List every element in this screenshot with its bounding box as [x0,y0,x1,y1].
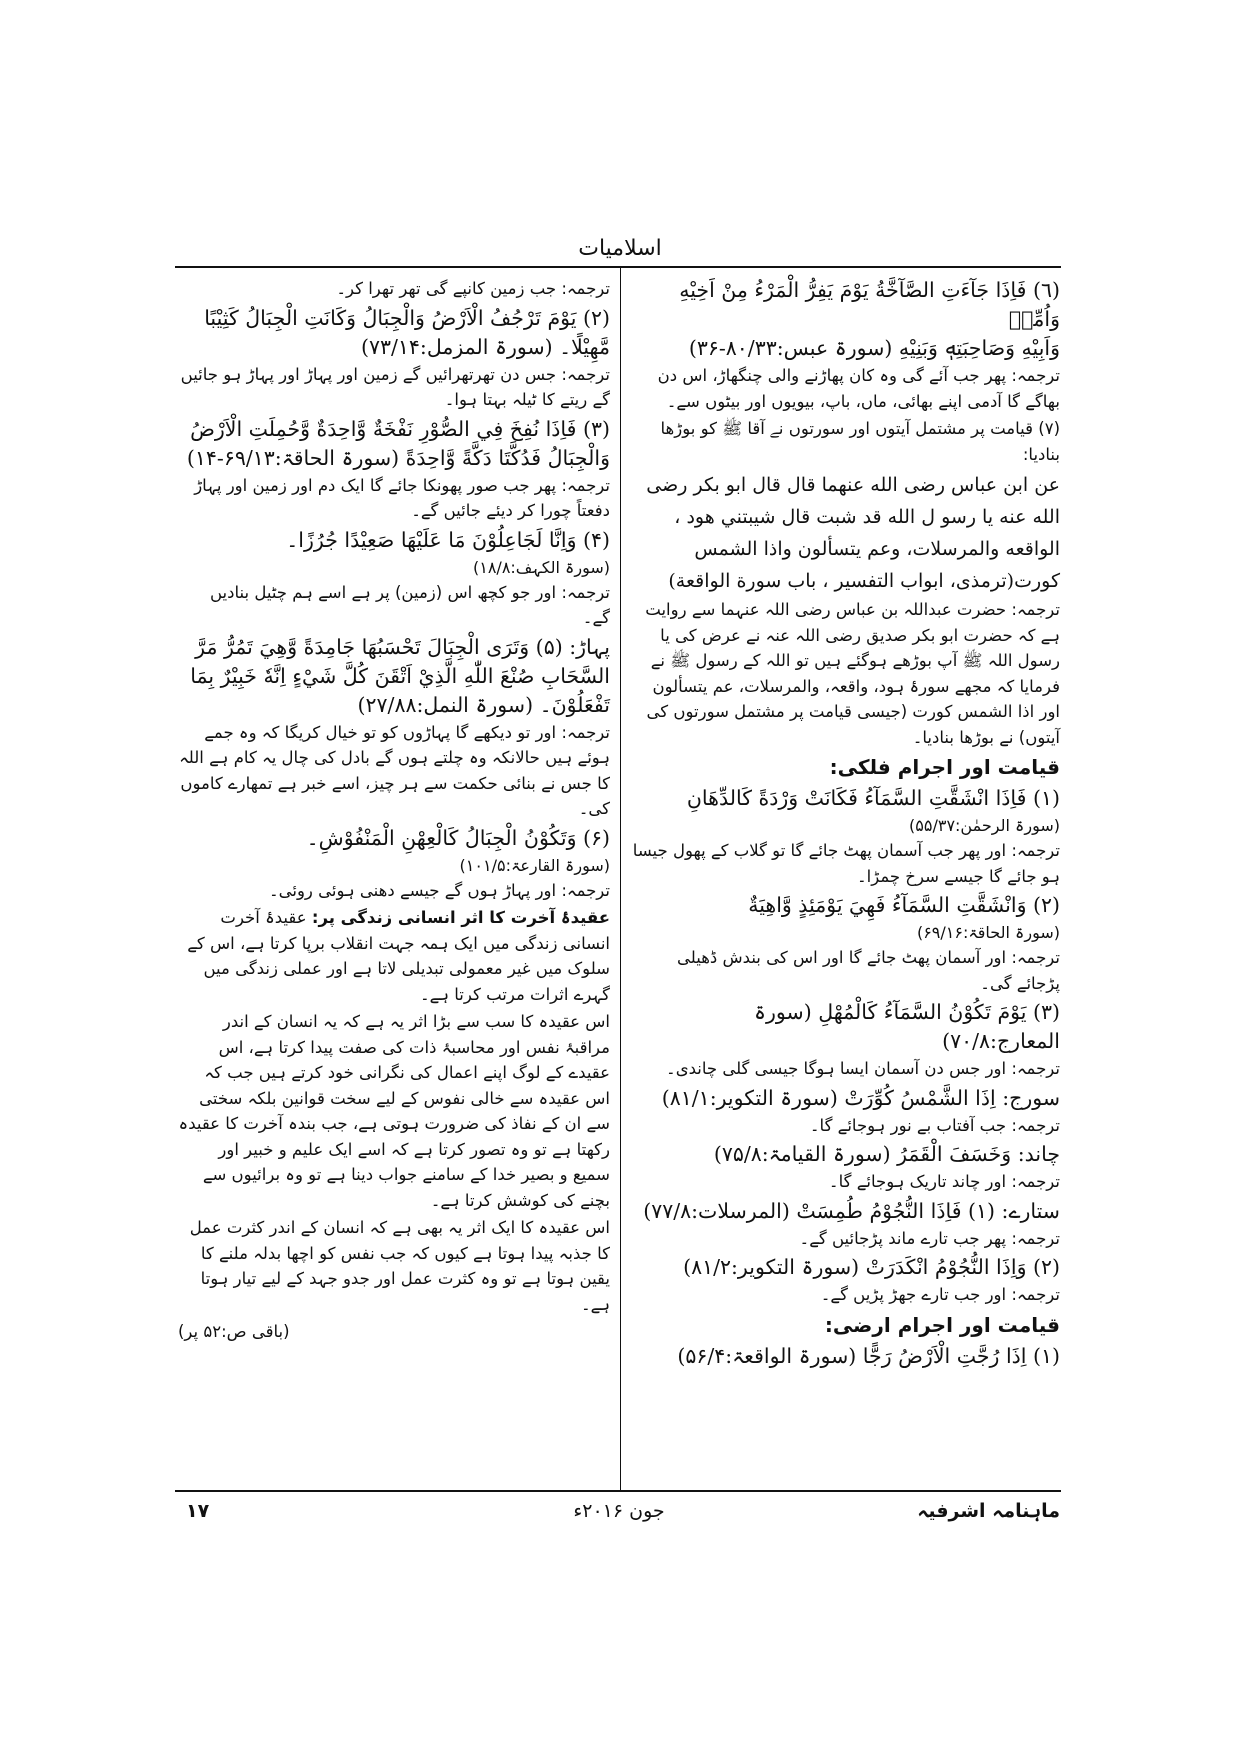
quran-verse: (۳) فَاِذَا نُفِخَ فِي الصُّوْرِ نَفْخَةٌ وَّاحِدَةٌ وَّحُمِلَتِ الْاَرْضُ وَالْجِبَالُ فَدُكَّتَا دَكَّةً وَّاحِدَةً (سورۃ الحاقۃ:۶۹/۱۳-۱۴) [186,416,610,470]
quran-verse: وَاَبِيْهِ وَصَاحِبَتِهٖ وَبَنِيْهِ (سورۃ عبس:۸۰/۳۳-۳۶) [688,336,1060,360]
translation-paragraph: ترجمہ: اور جس دن آسمان ایسا ہوگا جیسی گلی چاندی۔ [666,1059,1060,1078]
hadith-text: عن ابن عباس رضی الله عنهما قال قال ابو بكر رضی الله عنه يا رسو ل الله قد شبت قال شيبتني هود ، الواقعه والمرسلات، وعم يتسألون واذا الشمس كورت(ترمذی، ابواب التفسير ، باب سورة الواقعة) [646,474,1060,592]
translation-paragraph: ترجمہ: پھر جب تارے ماند پڑجائیں گے۔ [799,1228,1060,1248]
translation-paragraph: ترجمہ: اور جو کچھ اس (زمین) پر ہے اسے ہم چٹیل بنادیں گے۔ [210,582,610,627]
quran-verse: (۳) يَوْمَ تَكُوْنُ السَّمَآءُ كَالْمُهْلِ (سورۃ المعارج:۷۰/۸) [754,1000,1060,1053]
translation-paragraph: ترجمہ: اور جب تارے جھڑ پڑیں گے۔ [820,1285,1060,1304]
translation-paragraph: ترجمہ: اور آسمان پھٹ جائے گا اور اس کی بندش ڈھیلی پڑجائے گی۔ [677,948,1060,993]
translation-paragraph: ترجمہ: حضرت عبداللہ بن عباس رضی اللہ عنہما سے روایت ہے کہ حضرت ابو بکر صدیق رضی اللہ عنہ نے عرض کی یا رسول اللہ ﷺ آپ بوڑھے ہوگئے ہیں تو اللہ کے رسول ﷺ نے فرمایا کہ مجھے سورۂ ہود، واقعہ، والمرسلات، عم یتسألون اور اذا الشمس کورت (جیسی قیامت پر مشتمل سورتوں کی آیتوں) نے بوڑھا بنادیا۔ [645,600,1060,747]
translation-paragraph: ترجمہ: اور پہاڑ ہوں گے جیسے دھنی ہوئی روئی۔ [268,880,610,900]
translation-paragraph: ترجمہ: جب آفتاب بے نور ہوجائے گا۔ [809,1115,1060,1135]
quran-verse: سورج: اِذَا الشَّمْسُ كُوِّرَتْ (سورۃ التکویر:۸۱/۱) [661,1085,1060,1110]
section-heading: قیامت اور اجرام فلکی: [829,755,1060,779]
quran-verse: (٦) فَاِذَا جَآءَتِ الصَّآخَّةُ يَوْمَ يَفِرُّ الْمَرْءُ مِنْ اَخِيْهِ وَاُمِّهٖ [679,278,1060,331]
translation-paragraph: ترجمہ: پھر جب صور پھونکا جائے گا ایک دم اور زمین اور پہاڑ دفعتاً چورا کر دیئے جائیں گے۔ [194,475,610,520]
quran-verse: (۲) يَوْمَ تَرْجُفُ الْاَرْضُ وَالْجِبَالُ وَكَانَتِ الْجِبَالُ كَثِيْبًا مَّهِيْلًا۔ (سورۃ المزمل:۷۳/۱۴) [204,305,610,359]
paragraph-text: عقیدۂ آخرت انسانی زندگی میں ایک ہمہ جہت انقلاب برپا کرتا ہے، اس کے سلوک میں غیر معمولی تبدیلی لاتا ہے اور عملی زندگی میں گہرے اثرات مرتب کرتا ہے۔ [187,908,610,1004]
quran-verse: ستارے: (۱) فَاِذَا النُّجُوْمُ طُمِسَتْ (المرسلات:۷۷/۸) [643,1198,1060,1223]
translation-paragraph: ترجمہ: پھر جب آئے گی وہ کان پھاڑنے والی چنگھاڑ، اس دن بھاگے گا آدمی اپنے بھائی، ماں، باپ، بیویوں اور بیٹوں سے۔ [657,366,1060,411]
right-column [632,276,1060,1371]
quran-verse: (۲) وَاِذَا النُّجُوْمُ انْكَدَرَتْ (سورۃ التکویر:۸۱/۲) [683,1255,1060,1279]
verse-reference: (سورۃ الحاقۃ:۶۹/۱۶) [916,923,1060,942]
quran-verse: (۱) اِذَا رُجَّتِ الْاَرْضُ رَجًّا (سورۃ الواقعۃ:۵۶/۴) [677,1343,1060,1368]
quran-verse: (۶) وَتَكُوْنُ الْجِبَالُ كَالْعِهْنِ الْمَنْفُوْشِ۔ [306,825,610,850]
section-heading: عقیدۂ آخرت کا اثر انسانی زندگی پر: [311,908,610,927]
translation-paragraph: ترجمہ: اور پھر جب آسمان پھٹ جائے گا تو گلاب کے پھول جیسا ہو جائے گا جیسے سرخ چمڑا۔ [632,841,1060,886]
quran-verse: (۴) وَاِنَّا لَجَاعِلُوْنَ مَا عَلَيْهَا صَعِيْدًا جُرُزًا۔ [286,527,610,552]
page-footer [178,1500,1060,1530]
quran-verse: (۱) فَاِذَا انْشَقَّتِ السَّمَآءُ فَكَانَتْ وَرْدَةً كَالدِّهَانِ [686,786,1060,810]
footer-rule [175,1490,1061,1492]
header-rule [175,266,1061,268]
quran-verse: چاند: وَخَسَفَ الْقَمَرُ (سورۃ القیامۃ:۷۵/۸) [713,1142,1060,1166]
continuation-note: (باقی ص:۵۲ پر) [178,1322,290,1341]
section-heading: قیامت اور اجرام ارضی: [824,1312,1060,1337]
quran-verse: پہاڑ: (۵) وَتَرَى الْجِبَالَ تَحْسَبُهَا جَامِدَةً وَّهِيَ تَمُرُّ مَرَّ السَّحَابِ صُنْعَ اللّٰهِ الَّذِيْ اَتْقَنَ كُلَّ شَيْءٍ اِنَّهٗ خَبِيْرٌ بِمَا تَفْعَلُوْنَ۔ (سورۃ النمل:۲۷/۸۸) [190,634,610,717]
translation-paragraph: ترجمہ: اور تو دیکھے گا پہاڑوں کو تو خیال کریگا کہ وہ جمے ہوئے ہیں حالانکہ وہ چلتے ہوں گے بادل کی چال یہ کام ہے اللہ کا جس نے بنائی حکمت سے ہر چیز، اسے خبر ہے تمھارے کاموں کی۔ [179,722,610,818]
verse-reference: (سورۃ القارعۃ:۱۰۱/۵) [459,855,610,875]
page-header: اسلامیات [578,236,662,261]
translation-paragraph: ترجمہ: جس دن تھرتھرائیں گے زمین اور پہاڑ اور پہاڑ ہو جائیں گے ریتے کا ٹیلہ بہتا ہوا۔ [180,364,610,409]
verse-reference: (سورۃ الرحمٰن:۵۵/۳۷) [909,816,1060,835]
translation-paragraph: (۷) قیامت پر مشتمل آیتوں اور سورتوں نے آقا ﷺ کو بوڑھا بنادیا: [660,419,1060,464]
page-number: ۱۷ [186,1500,210,1522]
issue-date: جون ۲۰۱۶ء [573,1500,665,1522]
lead-paragraph [178,905,610,1007]
quran-verse: (۲) وَانْشَقَّتِ السَّمَآءُ فَهِيَ يَوْمَئِذٍ وَّاهِيَةٌ [748,893,1060,917]
verse-reference: (سورۃ الکہف:۱۸/۸) [472,557,610,577]
translation-paragraph: ترجمہ: جب زمین کانپے گی تھر تھرا کر۔ [336,279,610,298]
column-divider [620,268,621,1490]
translation-paragraph: ترجمہ: اور چاند تاریک ہوجائے گا۔ [828,1172,1060,1191]
magazine-name: ماہنامہ اشرفیہ [917,1500,1060,1522]
translation-paragraph: اس عقیدہ کا ایک اثر یہ بھی ہے کہ انسان کے اندر کثرت عمل کا جذبہ پیدا ہوتا ہے کیوں کہ جب نفس کو اچھا بدلہ ملنے کا یقین ہوتا ہے تو وہ کثرت عمل اور جدو جہد کے لیے تیار ہوتا ہے۔ [189,1218,610,1314]
left-column [178,276,610,1347]
translation-paragraph: اس عقیدہ کا سب سے بڑا اثر یہ ہے کہ یہ انسان کے اندر مراقبۂ نفس اور محاسبۂ ذات کی صفت پیدا کرتا ہے، اس عقیدے کے لوگ اپنے اعمال کی نگرانی خود کرتے ہیں جب کہ اس عقیدہ سے خالی نفوس کے لیے سخت قوانین بلکہ سختی سے ان کے نفاذ کی ضرورت ہوتی ہے، جب بندہ آخرت کا عقیدہ رکھتا ہے تو وہ تصور کرتا ہے کہ اسے ایک علیم و خبیر اور سمیع و بصیر خدا کے سامنے جواب دینا ہے تو وہ برائیوں سے بچنے کی کوشش کرتا ہے۔ [178,1012,610,1210]
